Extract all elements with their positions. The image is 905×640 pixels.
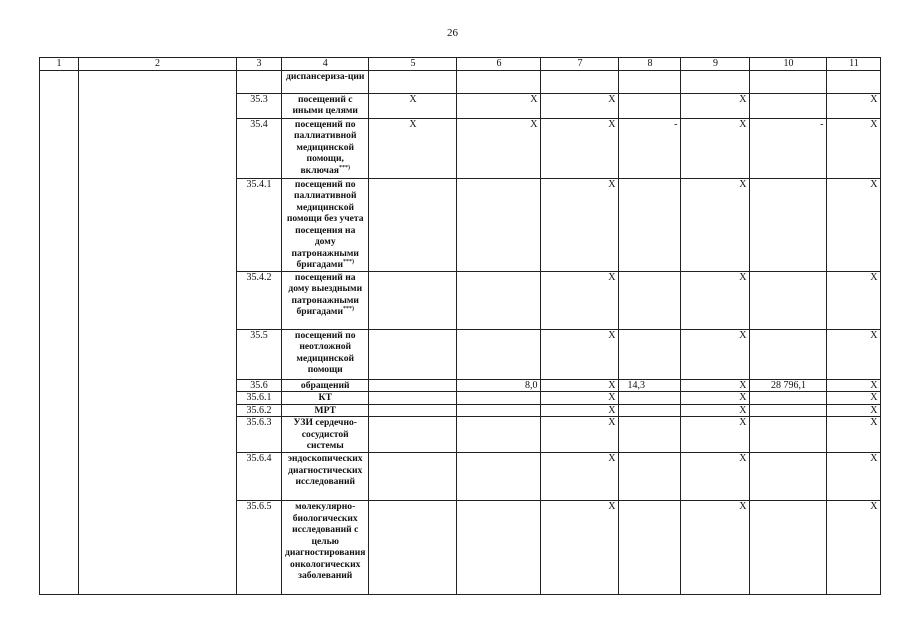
cell-c11: X [827,118,881,178]
cell-c9: X [681,379,750,392]
cell-c10: 28 796,1 [750,379,827,392]
cell-c11: X [827,178,881,271]
col-header: 11 [827,58,881,71]
cell-c8 [619,178,681,271]
cell-c6: X [457,93,541,118]
cell-c7: X [541,379,619,392]
cell-c11: X [827,93,881,118]
cell-c10 [750,271,827,329]
row-name: посещений с иными целями [282,93,369,118]
cell-c8: 14,3 [619,379,681,392]
row-name: посещений по неотложной медицинской помощи [282,329,369,379]
cell-c6 [457,329,541,379]
cell-c10 [750,93,827,118]
cell-c7: X [541,329,619,379]
cell-c8 [619,93,681,118]
row-name [282,118,369,178]
cell-c5 [369,329,457,379]
cell-c5 [369,379,457,392]
cell-c11 [827,70,881,93]
row-code: 35.5 [237,329,282,379]
cell-c8 [619,271,681,329]
col2-cell [79,70,237,595]
cell-c6 [457,178,541,271]
row-name: УЗИ сердечно-сосудистой системы [282,417,369,453]
row-code: 35.6.5 [237,501,282,595]
row-code [237,70,282,93]
header-row [40,58,881,71]
cell-c7: X [541,453,619,501]
cell-c5 [369,501,457,595]
cell-c11: X [827,501,881,595]
row-name: диспансериза-ции [282,70,369,93]
row-name-text: посещений по паллиативной медицинской помощи, включая [293,118,357,176]
cell-c6: X [457,118,541,178]
cell-c5 [369,404,457,417]
cell-c10 [750,70,827,93]
cell-c9 [681,70,750,93]
cell-c8: - [619,118,681,178]
cell-c10 [750,417,827,453]
row-name [282,178,369,271]
cell-c5 [369,271,457,329]
cell-c7: X [541,178,619,271]
cell-c9: X [681,453,750,501]
cell-c10 [750,329,827,379]
cell-c10 [750,404,827,417]
cell-c5 [369,453,457,501]
col-header: 3 [237,58,282,71]
cell-c9: X [681,178,750,271]
row-code: 35.6.2 [237,404,282,417]
cell-c6 [457,70,541,93]
cell-c7: X [541,271,619,329]
row-code: 35.4.2 [237,271,282,329]
cell-c8 [619,453,681,501]
col-header: 9 [681,58,750,71]
cell-c5: X [369,118,457,178]
cell-c11: X [827,404,881,417]
cell-c11: X [827,329,881,379]
row-code: 35.6.1 [237,392,282,405]
cell-c9: X [681,271,750,329]
col-header: 6 [457,58,541,71]
cell-c5 [369,70,457,93]
cell-c6 [457,501,541,595]
cell-c5: X [369,93,457,118]
cell-c7 [541,70,619,93]
row-code: 35.4 [237,118,282,178]
data-table [39,57,881,595]
cell-c6 [457,392,541,405]
cell-c7: X [541,392,619,405]
cell-c8 [619,404,681,417]
table-row [40,70,881,93]
col-header: 4 [282,58,369,71]
row-name: обращений [282,379,369,392]
row-name: молекулярно-биологических исследований с целью диагностирования онкологических заболеваний [282,501,369,595]
row-name: КТ [282,392,369,405]
cell-c10: - [750,118,827,178]
cell-c10 [750,453,827,501]
cell-c11: X [827,271,881,329]
cell-c10 [750,178,827,271]
row-code: 35.6.3 [237,417,282,453]
cell-c11: X [827,379,881,392]
cell-c6 [457,417,541,453]
cell-c7: X [541,118,619,178]
cell-c8 [619,392,681,405]
row-name: МРТ [282,404,369,417]
cell-c9: X [681,93,750,118]
row-name-text: посещений на дому выездными патронажными бригадами [288,271,363,317]
row-name [282,271,369,329]
cell-c10 [750,392,827,405]
footnote-mark: ***) [343,305,354,312]
col-header: 7 [541,58,619,71]
cell-c9: X [681,417,750,453]
cell-c7: X [541,93,619,118]
cell-c7: X [541,501,619,595]
cell-c5 [369,392,457,405]
footnote-mark: ***) [338,164,350,171]
cell-c6 [457,453,541,501]
cell-c9: X [681,329,750,379]
cell-c5 [369,417,457,453]
cell-c9: X [681,404,750,417]
cell-c11: X [827,417,881,453]
cell-c5 [369,178,457,271]
footnote-mark: ***) [343,258,354,265]
col-header: 2 [79,58,237,71]
cell-c8 [619,70,681,93]
cell-c9: X [681,501,750,595]
row-code: 35.6.4 [237,453,282,501]
cell-c6 [457,404,541,417]
cell-c8 [619,329,681,379]
cell-c8 [619,501,681,595]
row-code: 35.3 [237,93,282,118]
cell-c8 [619,417,681,453]
row-name: эндоскопических диагностических исследований [282,453,369,501]
cell-c6 [457,271,541,329]
cell-c11: X [827,453,881,501]
cell-c7: X [541,404,619,417]
cell-c9: X [681,118,750,178]
cell-c10 [750,501,827,595]
cell-c9: X [681,392,750,405]
cell-c6: 8,0 [457,379,541,392]
row-name-text: посещений по паллиативной медицинской помощи без учета посещения на дому патронажными бригадами [286,178,364,270]
col-header: 8 [619,58,681,71]
cell-c7: X [541,417,619,453]
col-header: 5 [369,58,457,71]
cell-c11: X [827,392,881,405]
col1-cell [40,70,79,595]
col-header: 1 [40,58,79,71]
row-code: 35.4.1 [237,178,282,271]
col-header: 10 [750,58,827,71]
row-code: 35.6 [237,379,282,392]
page-number: 26 [447,27,458,39]
